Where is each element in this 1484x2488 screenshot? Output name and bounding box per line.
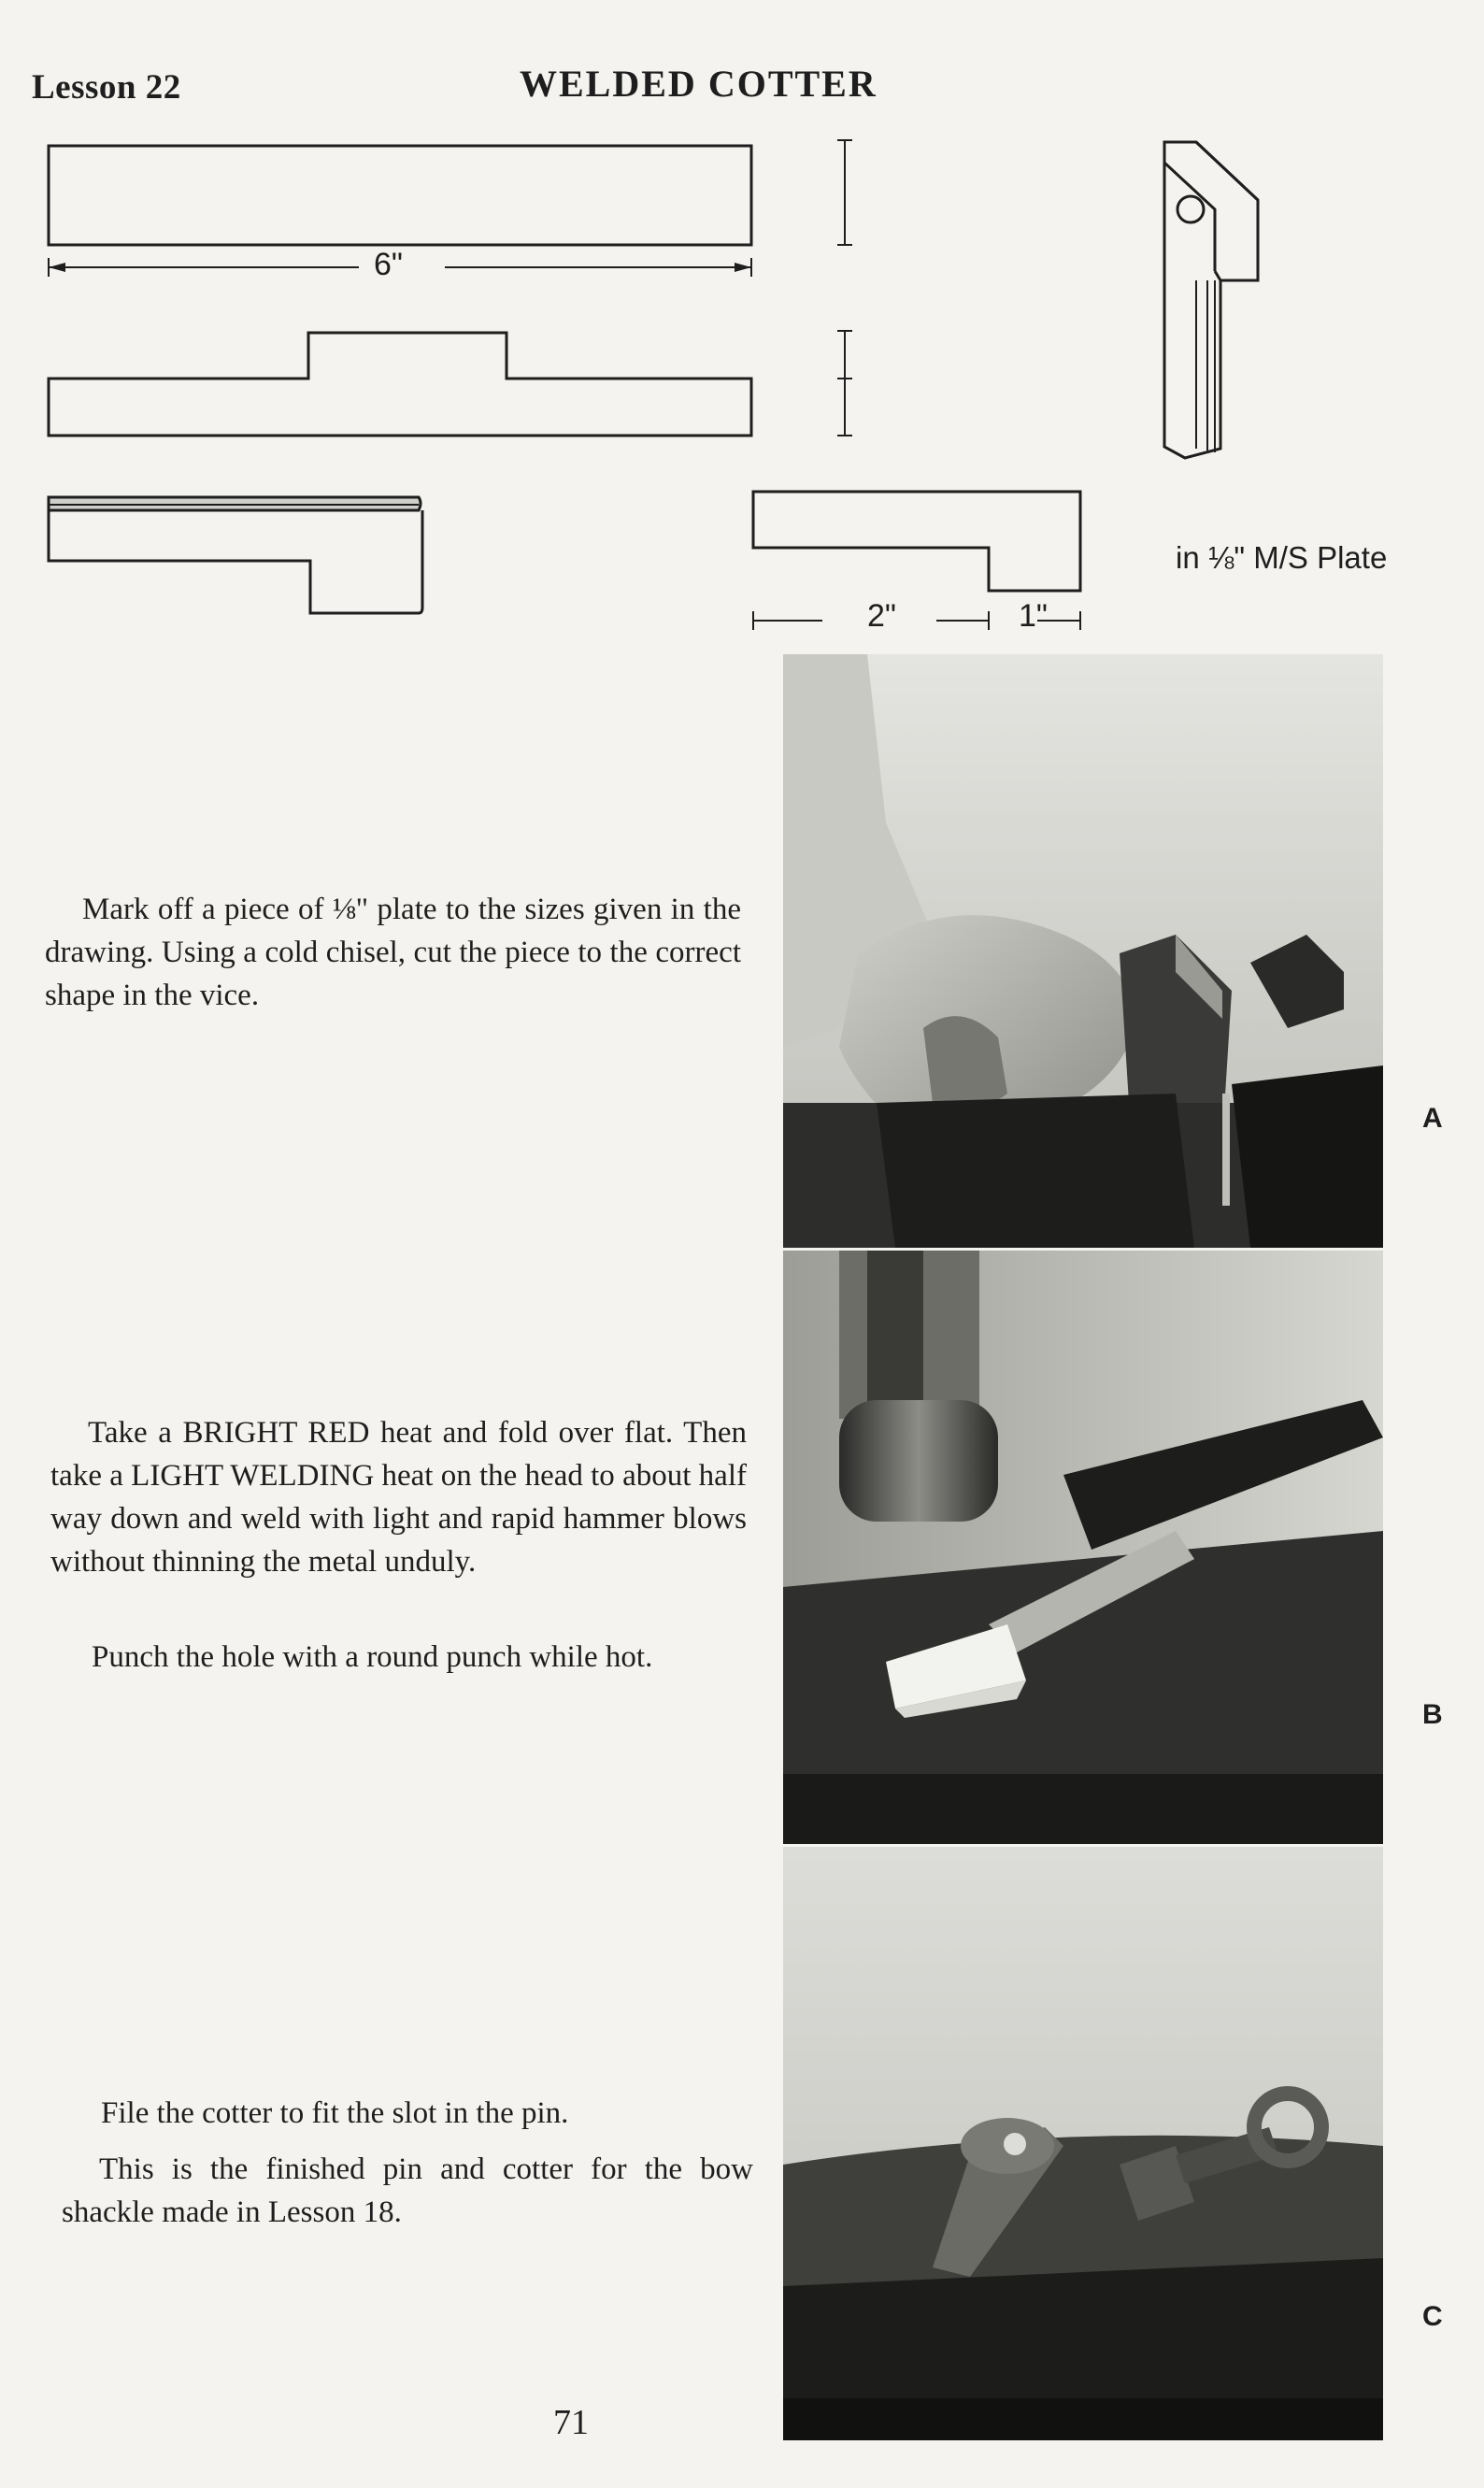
photo-chisel-vice	[783, 654, 1383, 1248]
figure-label-b: B	[1422, 1699, 1443, 1730]
lesson-number: Lesson 22	[32, 68, 181, 107]
instruction-weld: Take a BRIGHT RED heat and fold over flat. Then take a LIGHT WELDING heat on the head to about half way down and weld with light and rapid hammer blows without thinning the metal unduly.	[50, 1416, 747, 1579]
page-number: 71	[553, 2403, 589, 2442]
figure-label-a: A	[1422, 1103, 1443, 1134]
photo-hammer-weld	[783, 1251, 1383, 1844]
cut-shape	[753, 492, 1080, 591]
instruction-cut: Mark off a piece of ⅛" plate to the sizes given in the drawing. Using a cold chisel, cut the piece to the correct shape in the vice.	[45, 893, 741, 1012]
photo-finished-cotter	[783, 1847, 1383, 2440]
cotter-iso	[1164, 142, 1258, 458]
plate-note: in ⅛" M/S Plate	[1176, 540, 1388, 575]
dim-b: 1"	[1019, 598, 1048, 634]
dim-a: 2"	[867, 598, 896, 634]
instruction-finished: This is the finished pin and cotter for the bow shackle made in Lesson 18.	[62, 2152, 753, 2229]
instruction-punch: Punch the hole with a round punch while hot.	[92, 1640, 653, 1674]
blank-bar	[49, 146, 751, 245]
dim-length: 6"	[374, 247, 403, 282]
figure-label-c: C	[1422, 2301, 1443, 2332]
page-title: WELDED COTTER	[520, 63, 878, 105]
instruction-file: File the cotter to fit the slot in the pin.	[101, 2096, 569, 2130]
stepped-bar	[49, 333, 751, 436]
